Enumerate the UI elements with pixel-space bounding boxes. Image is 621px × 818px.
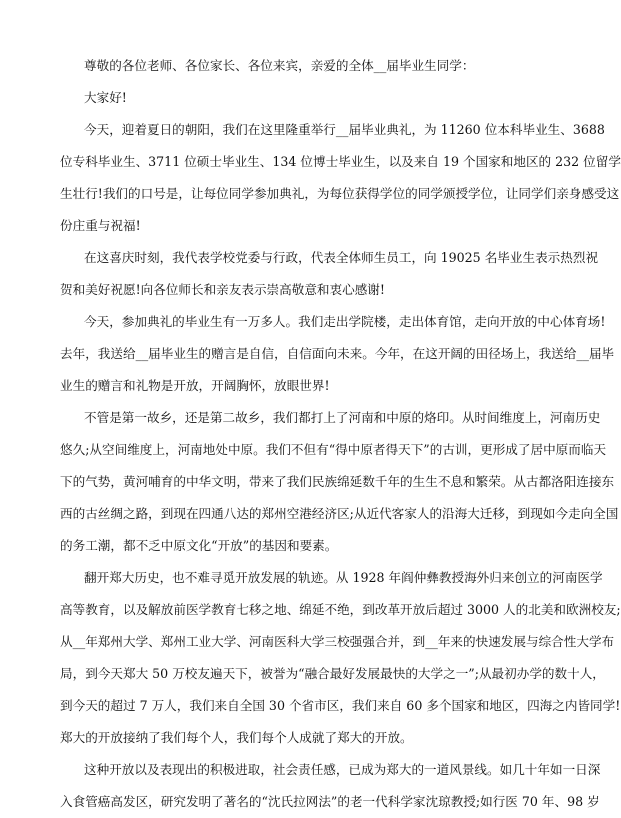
text-line: 大家好!: [84, 90, 127, 105]
text-line: 业生的赠言和礼物是开放，开阔胸怀，放眼世界!: [60, 378, 330, 393]
text-line: 不管是第一故乡，还是第二故乡，我们都打上了河南和中原的烙印。从时间维度上，河南历史: [84, 410, 601, 425]
text-line: 翻开郑大历史，也不难寻觅开放发展的轨迹。从 1928 年阎仲彝教授海外归来创立的河南医学: [84, 570, 603, 585]
text-line: 生壮行!我们的口号是，让每位同学参加典礼，为每位获得学位的同学颁授学位，让同学们亲身感受这: [60, 186, 620, 201]
text-line: 位专科毕业生、3711 位硕士毕业生、134 位博士毕业生，以及来自 19 个国家和地区的 232 位留学: [60, 154, 621, 169]
text-line: 这种开放以及表现出的积极进取，社会责任感，已成为郑大的一道风景线。如几十年如一日深: [84, 762, 601, 777]
text-line: 今天，迎着夏日的朝阳，我们在这里隆重举行__届毕业典礼，为 11260 位本科毕业生、3688: [84, 122, 605, 137]
text-line: 在这喜庆时刻，我代表学校党委与行政，代表全体师生员工，向 19025 名毕业生表示热烈祝: [84, 250, 599, 265]
text-line: 尊敬的各位老师、各位家长、各位来宾，亲爱的全体__届毕业生同学：: [84, 58, 475, 73]
text-line: 郑大的开放接纳了我们每个人，我们每个人成就了郑大的开放。: [60, 730, 413, 745]
text-line: 贺和美好祝愿!向各位师长和亲友表示崇高敬意和衷心感谢!: [60, 282, 385, 297]
text-line: 下的气势，黄河哺育的中华文明，带来了我们民族绵延数千年的生生不息和繁荣。从古都洛阳连接东: [60, 474, 615, 489]
text-line: 局，到今天郑大 50 万校友遍天下，被誉为“融合最好发展最快的大学之一”;从最初办学的数十人，: [60, 666, 605, 681]
text-line: 份庄重与祝福!: [60, 218, 141, 233]
text-line: 入食管癌高发区，研究发明了著名的“沈氏拉网法”的老一代科学家沈琼教授;如行医 70 年、98 岁: [60, 794, 600, 809]
text-line: 今天，参加典礼的毕业生有一万多人。我们走出学院楼，走出体育馆，走向开放的中心体育场!: [84, 314, 606, 329]
text-line: 从__年郑州大学、郑州工业大学、河南医科大学三校强强合并，到__年来的快速发展与综合性大学布: [60, 634, 615, 649]
text-line: 到今天的超过 7 万人，我们来自全国 30 个省市区，我们来自 60 多个国家和地区，四海之内皆同学!: [60, 698, 621, 713]
text-line: 西的古丝绸之路，到现在四通八达的郑州空港经济区;从近代客家人的沿海大迁移，到现如今走向全国: [60, 506, 619, 521]
text-line: 的务工潮，都不乏中原文化“开放”的基因和要素。: [60, 538, 338, 553]
text-line: 悠久;从空间维度上，河南地处中原。我们不但有“得中原者得天下”的古训，更形成了居中原而临天: [60, 442, 607, 457]
text-line: 高等教育，以及解放前医学教育七移之地、绵延不绝，到改革开放后超过 3000 人的北美和欧洲校友;: [60, 602, 621, 617]
text-line: 去年，我送给__届毕业生的赠言是自信，自信面向未来。今年，在这开阔的田径场上，我送给__届毕: [60, 346, 615, 361]
